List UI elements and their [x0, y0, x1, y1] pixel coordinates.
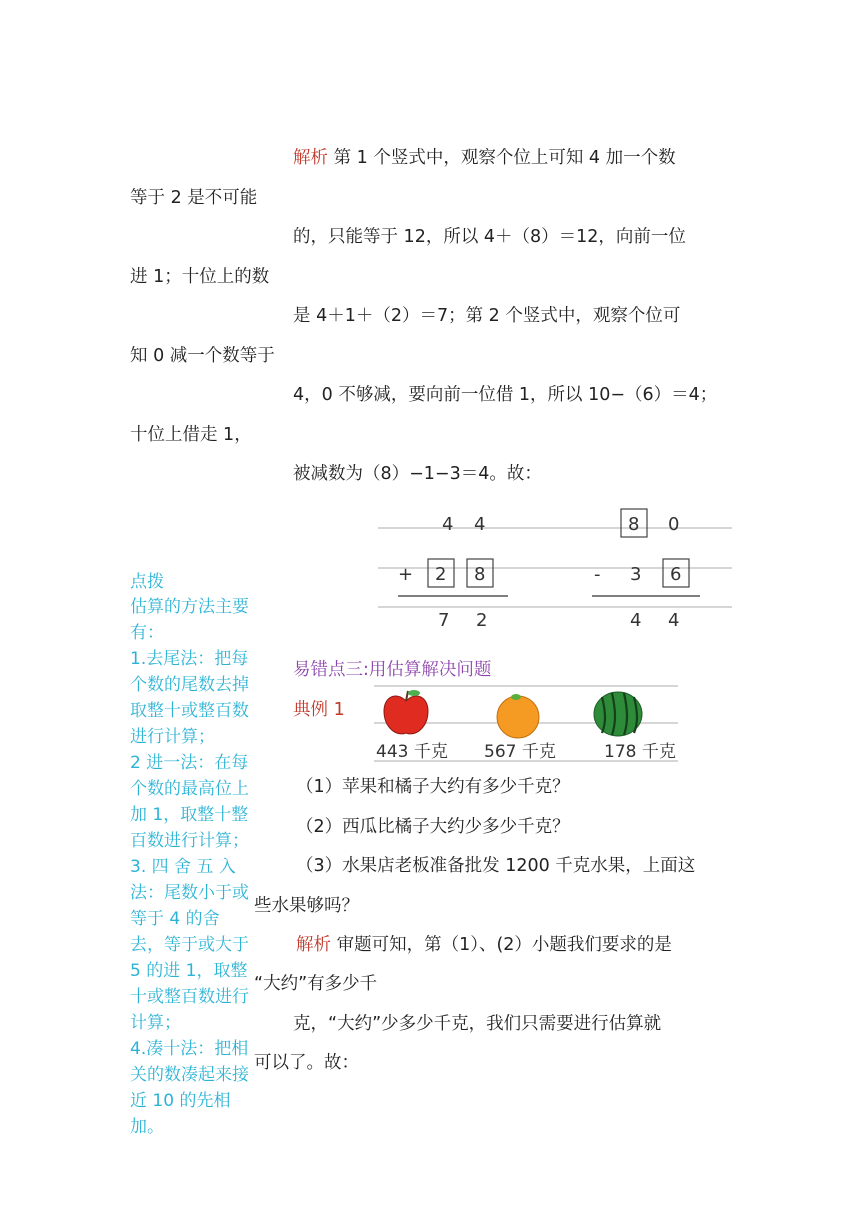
question-3: （3）水果店老板准备批发 1200 千克水果，上面这 [296, 856, 696, 876]
analysis-label: 解析 [293, 148, 328, 168]
question-2: （2）西瓜比橘子大约少多少千克？ [296, 817, 570, 837]
analysis2-text: 审题可知，第（1）、(2）小题我们要求的是 [336, 935, 672, 955]
apple-weight-label: 443 千克 [376, 742, 448, 762]
example-label: 典例 1 [293, 700, 345, 720]
add-boxed-tens: 2 [435, 564, 447, 585]
analysis-text: 第 1 个竖式中，观察个位上可知 4 加一个数 [333, 148, 676, 168]
apple-icon [384, 690, 428, 734]
vertical-calculation-figure [370, 500, 740, 635]
analysis2-line-2: “大约”有多少千 [254, 974, 378, 994]
fruit-figure [370, 683, 682, 765]
analysis-line-3: 的，只能等于 12，所以 4＋（8）＝12，向前一位 [293, 227, 686, 247]
analysis-line-7: 4，0 不够减，要向前一位借 1，所以 10−（6）＝4； [293, 385, 718, 405]
watermelon-icon [594, 692, 642, 736]
sub-mid-tens: 3 [630, 564, 642, 585]
analysis-line-8: 十位上借走 1， [130, 425, 252, 445]
subtraction-vertical [592, 509, 700, 631]
add-boxed-ones: 8 [474, 564, 486, 585]
orange-icon [497, 694, 539, 738]
sub-result-ones: 4 [668, 610, 680, 631]
watermelon-weight-label: 178 千克 [604, 742, 676, 762]
tip-body [130, 594, 252, 1140]
analysis2-label: 解析 [296, 935, 331, 955]
analysis-line-5: 是 4＋1＋（2）＝7；第 2 个竖式中，观察个位可 [293, 306, 681, 326]
tip-line: 4.凑十法：把相关的数凑起来接近 10 的先相加。 [130, 1039, 249, 1137]
analysis-line-6: 知 0 减一个数等于 [130, 346, 275, 366]
add-result-ones: 2 [476, 610, 488, 631]
analysis2-line-3: 克，“大约”少多少千克，我们只需要进行估算就 [293, 1014, 662, 1034]
tip-line: 2 进一法：在每个数的最高位上加 1，取整十整百数进行计算； [130, 753, 249, 851]
analysis2-line-4: 可以了。故： [254, 1053, 359, 1073]
add-top-tens: 4 [442, 514, 454, 535]
sub-operator: - [594, 564, 601, 585]
add-top-ones: 4 [474, 514, 486, 535]
tip-line: 1.去尾法：把每个数的尾数去掉取整十或整百数进行计算； [130, 649, 249, 747]
sub-top-boxed: 8 [628, 514, 640, 535]
sub-top-ones: 0 [668, 514, 680, 535]
analysis-line-1 [293, 146, 676, 170]
orange-weight-label: 567 千克 [484, 742, 556, 762]
add-operator: + [398, 564, 414, 585]
analysis-line-9: 被减数为（8）−1−3＝4。故： [293, 464, 542, 484]
addition-vertical [398, 514, 508, 631]
sub-mid-boxed: 6 [670, 564, 682, 585]
tip-line: 估算的方法主要有： [130, 597, 249, 643]
analysis2-line-1 [296, 933, 672, 957]
analysis-line-4: 进 1；十位上的数 [130, 267, 270, 287]
add-result-tens: 7 [438, 610, 450, 631]
question-3-cont: 些水果够吗？ [254, 896, 359, 916]
analysis-line-2: 等于 2 是不可能 [130, 188, 258, 208]
question-1: （1）苹果和橘子大约有多少千克？ [296, 777, 570, 797]
tip-title: 点拨 [130, 572, 164, 592]
sub-result-tens: 4 [630, 610, 642, 631]
section-title: 易错点三:用估算解决问题 [293, 660, 492, 680]
tip-line: 3. 四 舍 五 入 法：尾数小于或等于 4 的舍去，等于或大于 5 的进 1，取整十或整百数进行计算； [130, 857, 249, 1033]
